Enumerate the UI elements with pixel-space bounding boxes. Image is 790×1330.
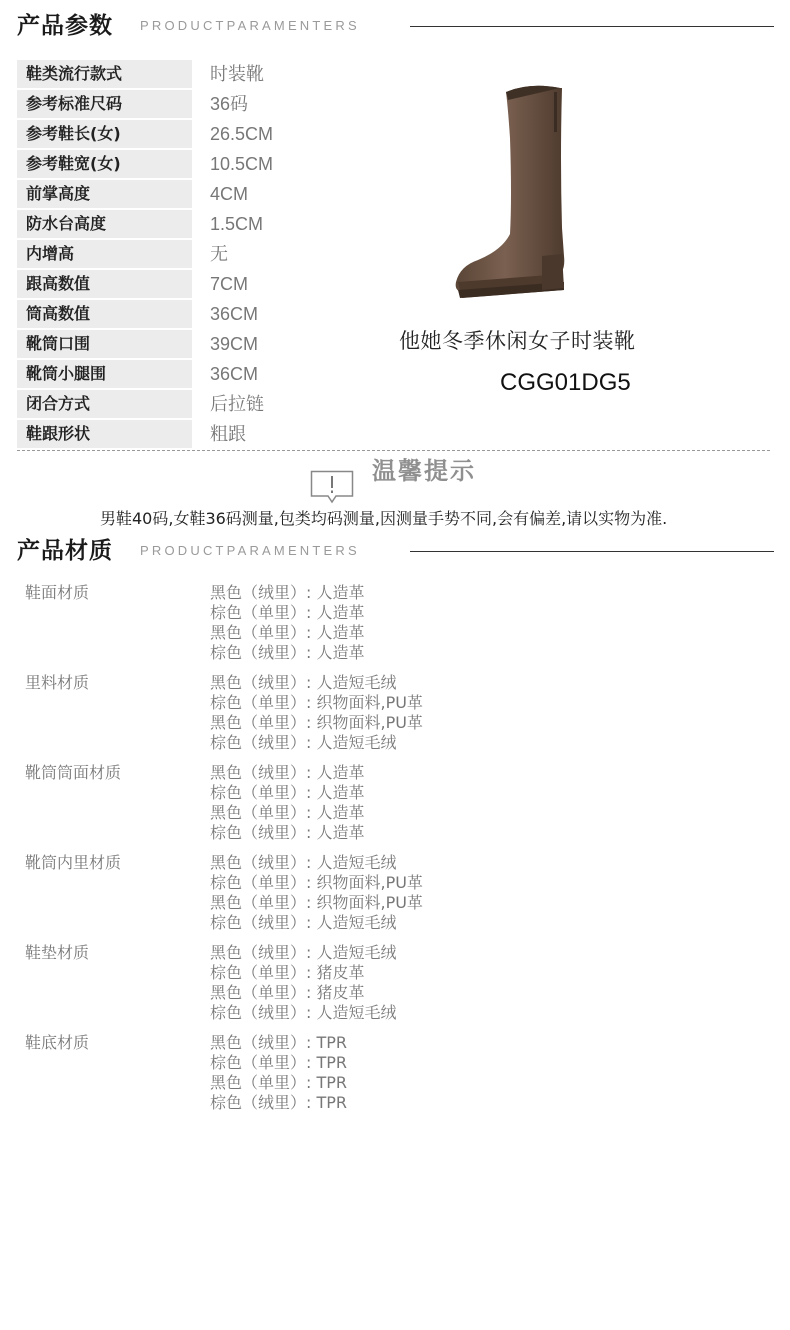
section-header-materials (0, 531, 790, 571)
material-group (25, 943, 725, 1033)
material-group (25, 583, 725, 673)
material-line: 黑色（绒里）: 人造革 (210, 763, 365, 782)
param-label: 靴筒小腿围 (17, 360, 192, 388)
param-value: 无 (210, 244, 228, 264)
material-lines (210, 943, 396, 1023)
material-line: 黑色（单里）: 人造革 (210, 623, 365, 642)
param-row (17, 149, 347, 179)
param-row (17, 89, 347, 119)
param-label: 防水台高度 (17, 210, 192, 238)
material-lines (210, 763, 364, 843)
material-label: 鞋底材质 (25, 1033, 90, 1052)
material-line: 棕色（单里）: 人造革 (210, 603, 365, 622)
param-row (17, 329, 347, 359)
param-label: 参考鞋长(女) (17, 120, 192, 148)
material-line: 棕色（绒里）: 人造短毛绒 (210, 1003, 397, 1022)
material-group (25, 673, 725, 763)
param-row (17, 239, 347, 269)
material-line: 黑色（绒里）: 人造革 (210, 583, 365, 602)
material-line: 黑色（单里）: 猪皮革 (210, 983, 365, 1002)
material-line: 黑色（单里）: 人造革 (210, 803, 365, 822)
section-header-params (0, 6, 790, 46)
material-group (25, 1033, 725, 1123)
param-row (17, 59, 347, 89)
section-subtitle: PRODUCTPARAMENTERS (140, 18, 360, 33)
param-row (17, 419, 347, 449)
param-row (17, 209, 347, 239)
section-subtitle: PRODUCTPARAMENTERS (140, 543, 360, 558)
param-value: 39CM (210, 334, 259, 354)
material-line: 棕色（绒里）: 人造革 (210, 643, 365, 662)
material-label: 靴筒内里材质 (25, 853, 122, 872)
param-value: 4CM (210, 184, 249, 204)
param-table (17, 59, 347, 449)
param-value: 后拉链 (210, 394, 264, 414)
material-line: 棕色（绒里）: 人造短毛绒 (210, 913, 397, 932)
material-line: 棕色（绒里）: 人造短毛绒 (210, 733, 397, 752)
material-line: 黑色（单里）: TPR (210, 1073, 348, 1092)
material-group (25, 763, 725, 853)
material-line: 黑色（单里）: 织物面料,PU革 (210, 713, 423, 732)
material-line: 黑色（单里）: 织物面料,PU革 (210, 893, 423, 912)
tip-title: 温馨提示 (372, 457, 476, 485)
param-row (17, 119, 347, 149)
param-row (17, 299, 347, 329)
param-label: 内增高 (17, 240, 192, 268)
material-line: 棕色（绒里）: TPR (210, 1093, 348, 1112)
param-row (17, 269, 347, 299)
product-boot-image (450, 78, 580, 303)
section-divider (410, 551, 774, 552)
material-label: 鞋垫材质 (25, 943, 90, 962)
material-lines (210, 853, 423, 933)
material-group (25, 853, 725, 943)
material-line: 黑色（绒里）: 人造短毛绒 (210, 943, 397, 962)
param-value: 时装靴 (210, 64, 264, 84)
material-line: 棕色（单里）: 猪皮革 (210, 963, 365, 982)
param-label: 鞋跟形状 (17, 420, 192, 448)
dashed-divider (17, 450, 770, 451)
param-label: 靴筒口围 (17, 330, 192, 358)
tip-text: 男鞋40码,女鞋36码测量,包类均码测量,因测量手势不同,会有偏差,请以实物为准. (100, 509, 668, 528)
material-line: 棕色（单里）: 织物面料,PU革 (210, 873, 423, 892)
material-line: 棕色（单里）: 人造革 (210, 783, 365, 802)
material-line: 棕色（单里）: TPR (210, 1053, 348, 1072)
product-code: CGG01DG5 (500, 369, 631, 396)
material-line: 棕色（单里）: 织物面料,PU革 (210, 693, 423, 712)
material-lines (210, 583, 364, 663)
material-line: 黑色（绒里）: 人造短毛绒 (210, 673, 397, 692)
param-row (17, 179, 347, 209)
param-value: 36CM (210, 304, 259, 324)
param-label: 参考标准尺码 (17, 90, 192, 118)
material-lines (210, 673, 423, 753)
material-line: 黑色（绒里）: TPR (210, 1033, 348, 1052)
param-label: 鞋类流行款式 (17, 60, 192, 88)
section-divider (410, 26, 774, 27)
param-value: 7CM (210, 274, 249, 294)
material-label: 鞋面材质 (25, 583, 90, 602)
param-value: 1.5CM (210, 214, 264, 234)
material-label: 靴筒筒面材质 (25, 763, 122, 782)
section-title: 产品参数 (17, 13, 113, 39)
materials-table (25, 583, 725, 1123)
product-name: 他她冬季休闲女子时装靴 (399, 329, 636, 353)
material-lines (210, 1033, 347, 1113)
param-row (17, 359, 347, 389)
param-label: 跟高数值 (17, 270, 192, 298)
material-line: 黑色（绒里）: 人造短毛绒 (210, 853, 397, 872)
section-title: 产品材质 (17, 538, 113, 564)
material-label: 里料材质 (25, 673, 90, 692)
param-row (17, 389, 347, 419)
param-value: 粗跟 (210, 424, 246, 444)
param-label: 筒高数值 (17, 300, 192, 328)
param-value: 36CM (210, 364, 259, 384)
param-label: 参考鞋宽(女) (17, 150, 192, 178)
param-value: 36码 (210, 94, 249, 114)
material-line: 棕色（绒里）: 人造革 (210, 823, 365, 842)
param-label: 前掌高度 (17, 180, 192, 208)
param-label: 闭合方式 (17, 390, 192, 418)
param-value: 26.5CM (210, 124, 274, 144)
exclamation-bubble-icon (310, 470, 354, 504)
param-value: 10.5CM (210, 154, 274, 174)
